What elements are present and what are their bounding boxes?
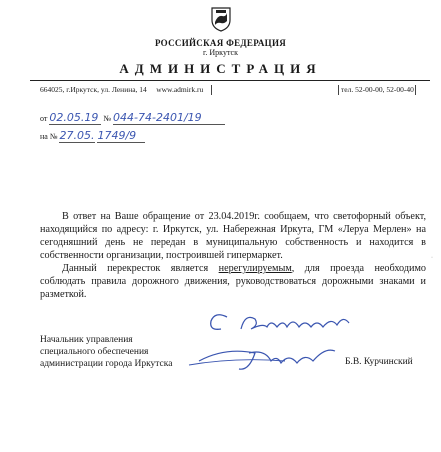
signatory-name: Б.В. Курчинский bbox=[345, 357, 413, 367]
postal-address: 664025, г.Иркутск, ул. Ленина, 14 bbox=[40, 85, 147, 94]
city-heading: г. Иркутск bbox=[203, 48, 238, 57]
incoming-date: 27.05. bbox=[59, 129, 95, 142]
from-label: от bbox=[40, 114, 48, 123]
coat-of-arms-icon bbox=[210, 6, 232, 32]
country-heading: РОССИЙСКАЯ ФЕДЕРАЦИЯ bbox=[154, 38, 287, 48]
paragraph-2-underlined: нерегулируемым bbox=[218, 263, 292, 274]
paragraph-2 bbox=[40, 262, 426, 301]
phone-separator bbox=[338, 85, 339, 95]
paragraph-2-end: , для проезда необходимо соблюдать правила дорожного движения, руководствоваться дорожными знаками и разметкой. bbox=[40, 263, 427, 300]
phone-line bbox=[338, 85, 416, 95]
letter-body bbox=[40, 210, 426, 301]
address-line bbox=[40, 85, 212, 95]
outgoing-number: 044-74-2401/19 bbox=[113, 111, 225, 125]
address-separator bbox=[211, 85, 212, 95]
signatory-title bbox=[40, 334, 172, 370]
handwritten-signature bbox=[185, 305, 365, 380]
number-label: № bbox=[103, 114, 112, 123]
signatory-title-line-1: Начальник управления bbox=[40, 335, 133, 345]
margin-mark: · bbox=[431, 255, 433, 261]
phone-number: тел. 52-00-00, 52-00-40 bbox=[341, 85, 414, 94]
paragraph-1: В ответ на Ваше обращение от 23.04.2019г. сообщаем, что светофорный объект, находящийся по адресу: г. Иркутск, ул. Набережная Иркута, ГМ «Леруа Мерлен» на сегодняшний день не передан в муниципальную собственность и находится в собственности организации, построившей гипермаркет. bbox=[40, 211, 426, 261]
outgoing-reference bbox=[40, 111, 225, 125]
signatory-title-line-2: специального обеспечения bbox=[40, 347, 149, 357]
phone-end-separator bbox=[415, 85, 416, 95]
outgoing-date: 02.05.19 bbox=[49, 111, 101, 125]
to-label: на № bbox=[40, 132, 58, 141]
incoming-reference bbox=[40, 129, 145, 143]
incoming-number: 1749/9 bbox=[97, 129, 145, 143]
organization-title: АДМИНИСТРАЦИЯ bbox=[119, 61, 322, 76]
paragraph-2-start: Данный перекресток является bbox=[62, 263, 219, 274]
website-link[interactable]: www.admirk.ru bbox=[156, 85, 204, 94]
signatory-title-line-3: администрации города Иркутска bbox=[40, 359, 173, 369]
header-divider bbox=[30, 80, 430, 81]
